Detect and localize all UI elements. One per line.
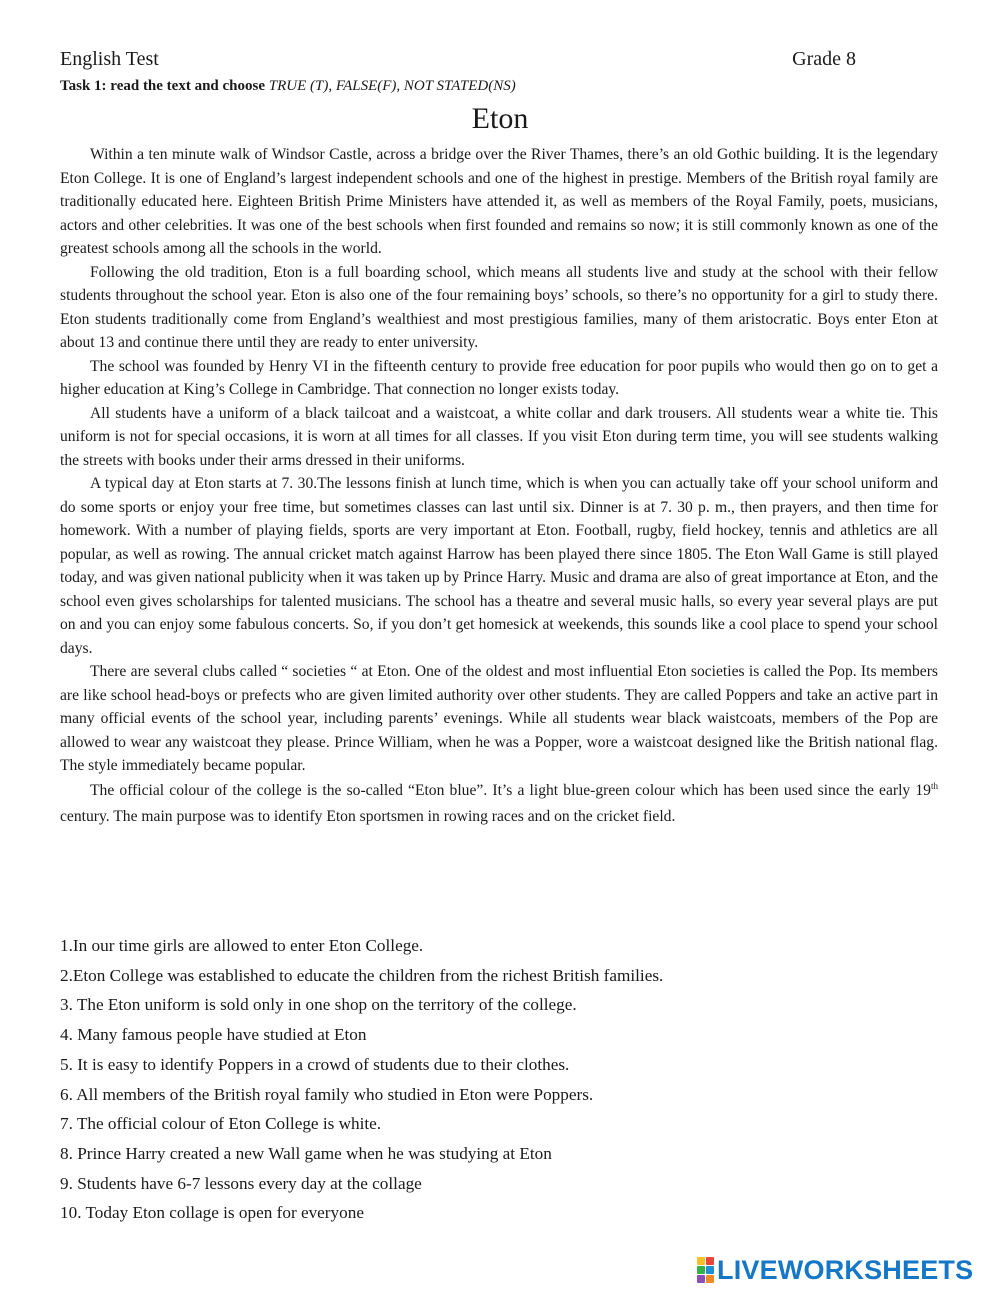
article-paragraph: All students have a uniform of a black tailcoat and a waistcoat, a white collar and dark trousers. All students wear a white tie. This uniform is not for special occasions, it is worn at all times for all classes. If you visit Eton during term time, you will see students walking the streets with books under their arms dressed in their uniforms. [60, 404, 938, 469]
article-paragraph: Following the old tradition, Eton is a full boarding school, which means all students live and study at the school with their fellow students throughout the school year. Eton is also one of the four remaining boys’ schools, so there’s no opportunity for a girl to study there. Eton students traditionally come from England’s wealthiest and most prestigious families, many of them aristocratic. Boys enter Eton at about 13 and continue there until they are ready to enter university. [60, 263, 938, 351]
question-item: 7. The official colour of Eton College is white. [60, 1114, 382, 1134]
article-paragraph: There are several clubs called “ societies “ at Eton. One of the oldest and most influential Eton societies is called the Pop. Its members are like school head-boys or prefects who are given limited authority over other students. They are called Poppers and take an active part in many official events of the school year, including parents’ evenings. While all students wear black waistcoats, members of the Pop are allowed to wear any waistcoat they please. Prince William, when he was a Popper, wore a waistcoat designed like the British national flag. The style immediately became popular. [60, 663, 938, 774]
question-item: 10. Today Eton collage is open for everyone [60, 1203, 364, 1223]
test-header [60, 46, 856, 72]
article-paragraph: The school was founded by Henry VI in the fifteenth century to provide free education for poor pupils who would then go on to get a higher education at King’s College in Cambridge. That connection no longer exists today. [60, 357, 938, 398]
article-paragraph: A typical day at Eton starts at 7. 30.The lessons finish at lunch time, which is when you can actually take off your school uniform and do some sports or enjoy your free time, but sometimes classes can last until six. Dinner is at 7. 30 p. m., then prayers, and then time for homework. With a number of playing fields, sports are very important at Eton. Football, rugby, field hockey, tennis and athletics are all popular, as well as rowing. The annual cricket match against Harrow has been played there since 1805. The Eton Wall Game is still played today, and was given national publicity when it was taken up by Prince Harry. Music and drama are also of great importance at Eton, and the school even gives scholarships for talented musicians. The school has a theatre and several music halls, so every year several plays are put on and you can enjoy some fabulous concerts. So, if you don’t get homesick at weekends, this sounds like a cool place to spend your school days. [60, 475, 938, 657]
brand-mark-icon [697, 1257, 714, 1283]
subject-title: English Test [60, 48, 159, 70]
brand-mark-cell [697, 1275, 705, 1283]
brand-mark-cell [697, 1266, 705, 1274]
article-paragraph: Within a ten minute walk of Windsor Castle, across a bridge over the River Thames, there’s an old Gothic building. It is the legendary Eton College. It is one of England’s largest independent schools and one of the highest in prestige. Members of the British royal family are traditionally educated here. Eighteen British Prime Ministers have attended it, as well as members of the Royal Family, poets, musicians, actors and other celebrities. It was one of the best schools when first founded and remains so now; it is still commonly known as one of the greatest schools among all the schools in the world. [60, 146, 938, 257]
article-paragraph-last [60, 778, 938, 830]
article-body [60, 143, 938, 830]
question-item: 9. Students have 6-7 lessons every day at the collage [60, 1173, 422, 1193]
question-item: 5. It is easy to identify Poppers in a crowd of students due to their clothes. [60, 1054, 570, 1074]
task-options: TRUE (T), FALSE(F), NOT STATED(NS) [268, 78, 516, 94]
question-item: 4. Many famous people have studied at Eton [60, 1025, 367, 1045]
question-item: 8. Prince Harry created a new Wall game when he was studying at Eton [60, 1143, 552, 1163]
paragraph-text-before: The official colour of the college is the so-called “Eton blue”. It’s a light blue-green colour which has been used since the early 19 [90, 781, 931, 799]
ordinal-superscript: th [930, 780, 938, 791]
task-instruction [60, 76, 516, 96]
task-label: Task 1: read the text and choose [60, 78, 266, 94]
brand-mark-cell [706, 1266, 714, 1274]
brand-name: LIVEWORKSHEETS [717, 1255, 974, 1285]
article-title: Eton [471, 102, 529, 135]
liveworksheets-logo [697, 1255, 973, 1285]
question-item: 3. The Eton uniform is sold only in one shop on the territory of the college. [60, 995, 577, 1015]
brand-mark-cell [706, 1257, 714, 1265]
brand-mark-cell [697, 1257, 705, 1265]
grade-label: Grade 8 [792, 48, 856, 70]
paragraph-text-after: century. The main purpose was to identify Eton sportsmen in rowing races and on the cricket field. [60, 807, 676, 825]
question-item: 6. All members of the British royal family who studied in Eton were Poppers. [60, 1084, 594, 1104]
question-item: 2.Eton College was established to educate the children from the richest British families. [60, 965, 664, 985]
question-list [60, 931, 940, 1228]
brand-mark-cell [706, 1275, 714, 1283]
question-item: 1.In our time girls are allowed to enter Eton College. [60, 936, 424, 955]
